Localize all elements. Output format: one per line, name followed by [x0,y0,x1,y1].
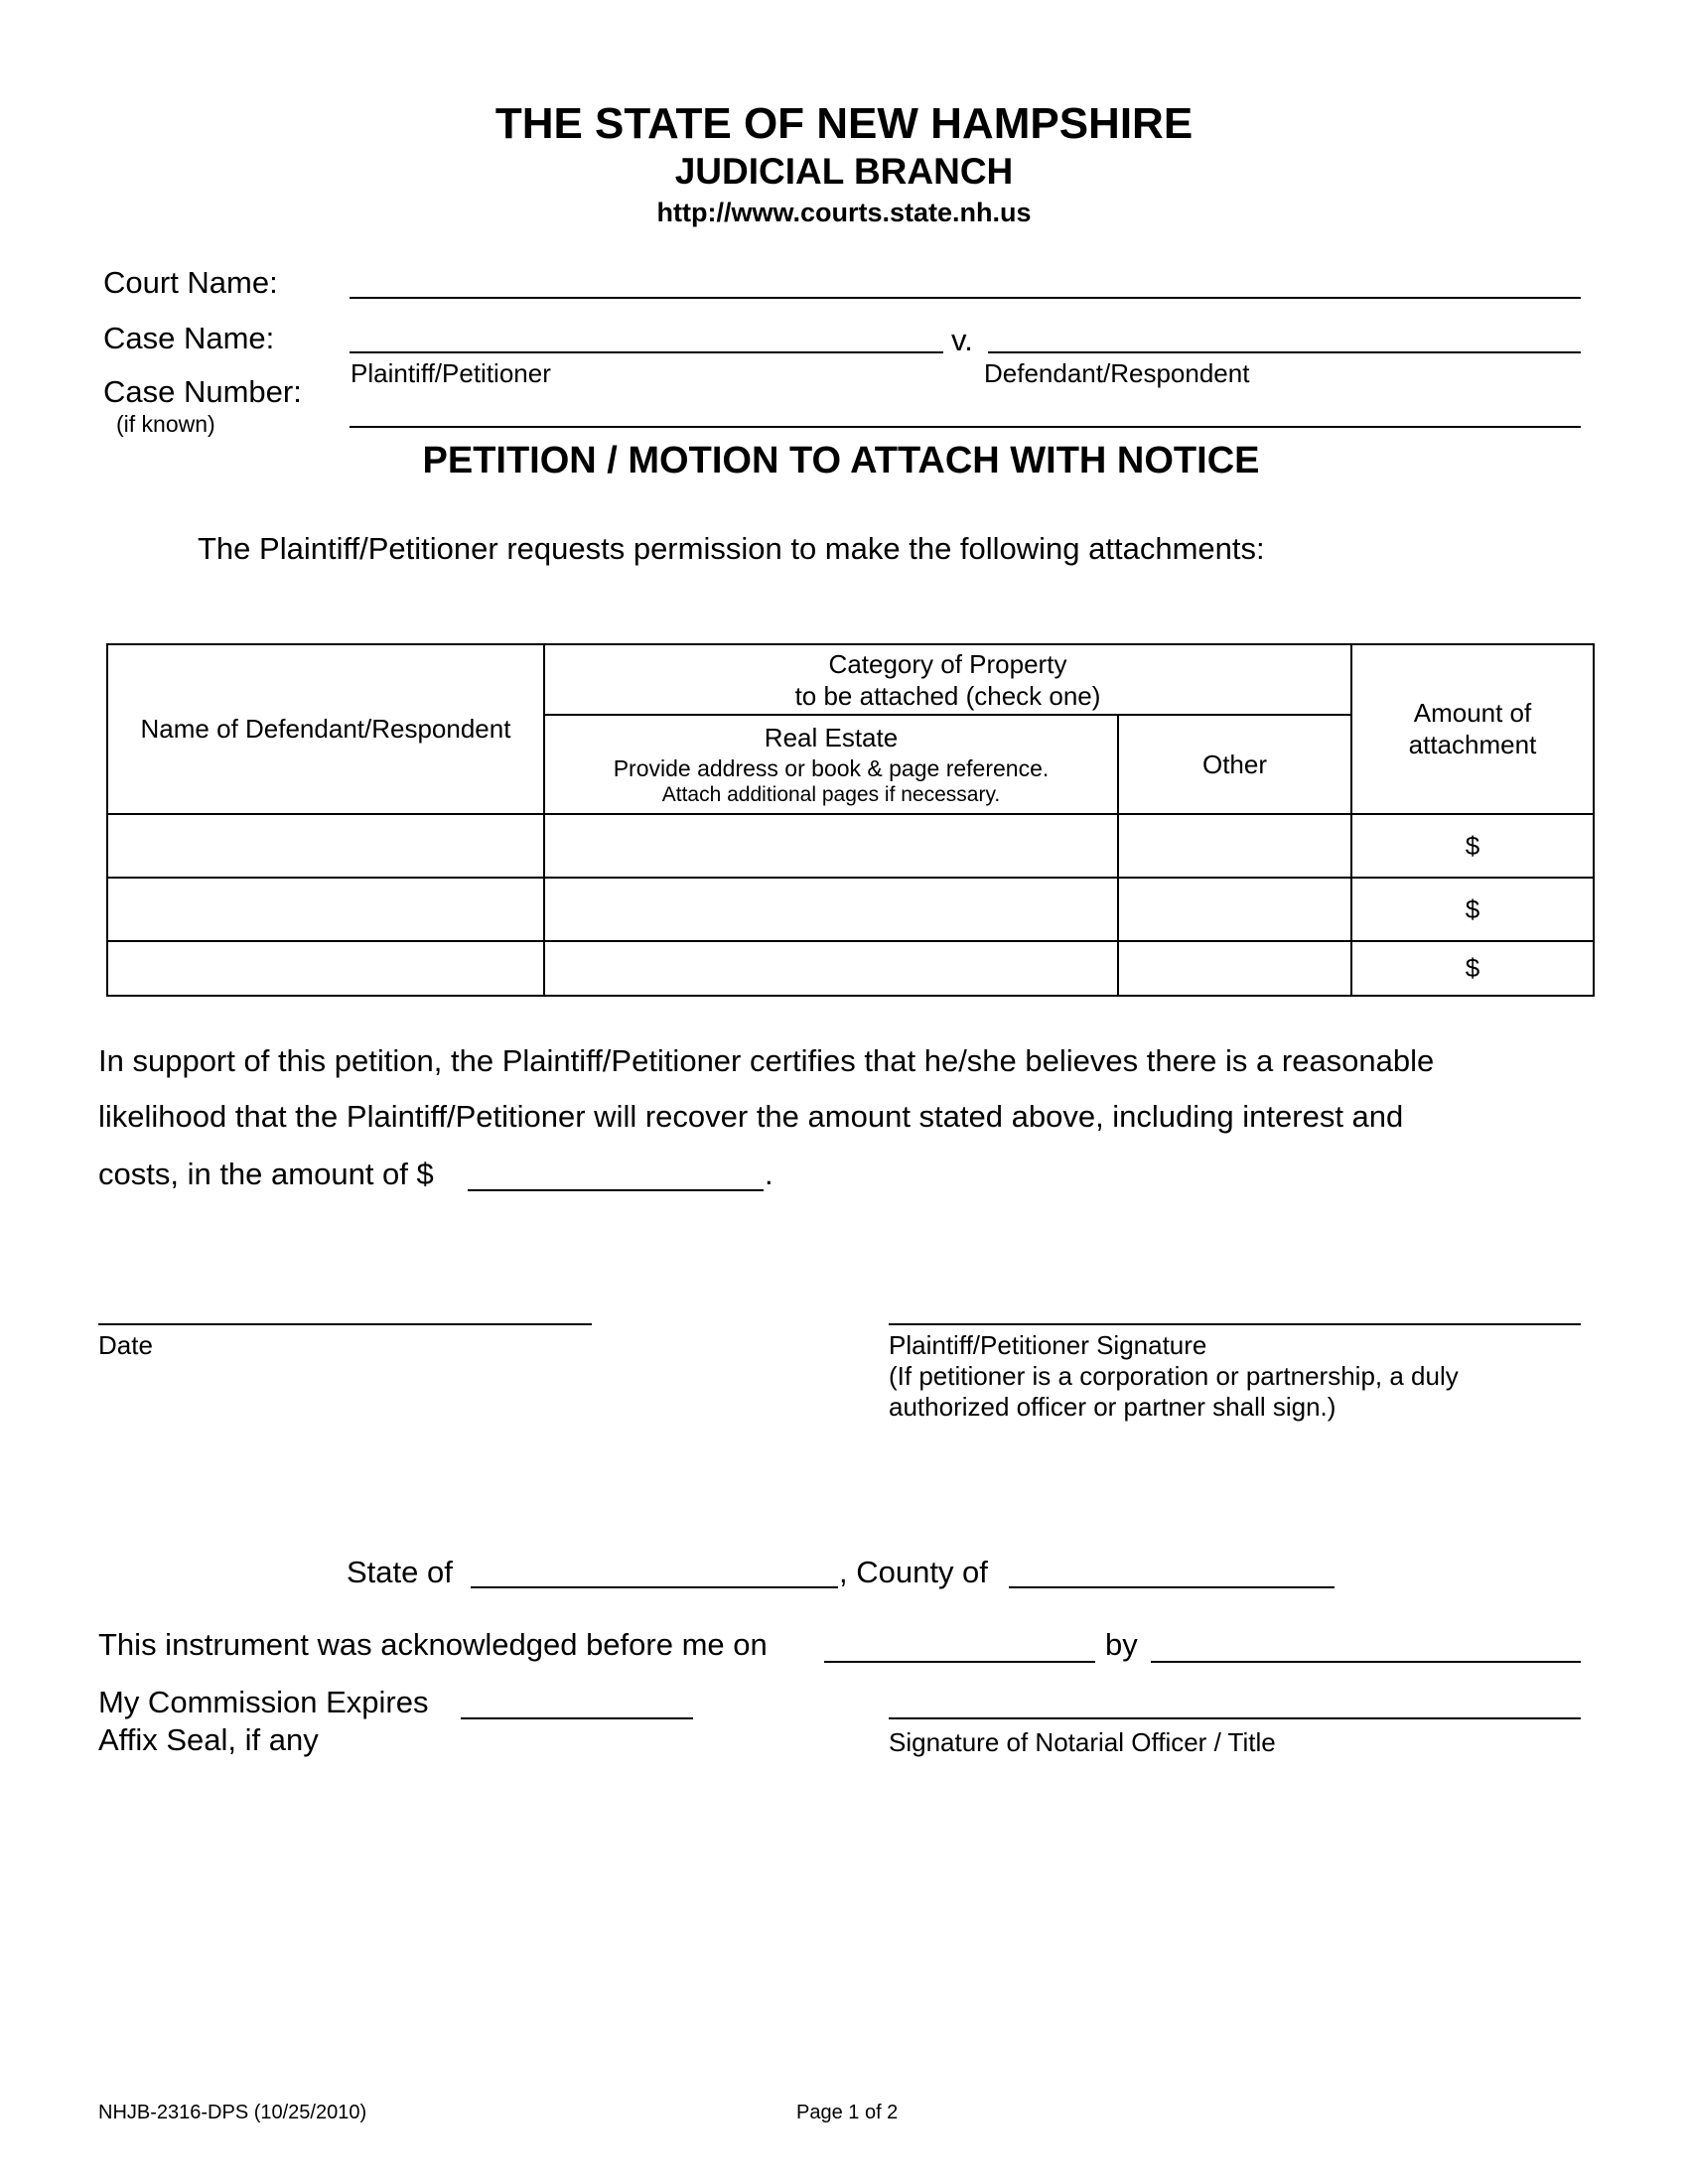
recovery-amount-field[interactable] [468,1189,764,1191]
date-field[interactable] [98,1323,592,1325]
form-id: NHJB-2316-DPS (10/25/2010) [98,2102,367,2123]
petitioner-signature-label: Plaintiff/Petitioner Signature [889,1330,1207,1360]
county-of-label: , County of [839,1555,988,1589]
acknowledged-date-field[interactable] [824,1661,1095,1663]
col-header-defendant: Name of Defendant/Respondent [107,644,544,814]
case-number-label: Case Number: [103,374,302,409]
commission-expires-label: My Commission Expires [98,1685,429,1719]
defendant-name-field[interactable] [988,351,1581,353]
defendant-cell[interactable] [107,941,544,996]
notary-signature-field[interactable] [889,1717,1581,1719]
col-header-amount: Amount of attachment [1351,644,1594,814]
table-row [107,941,1594,996]
real-estate-cell[interactable] [544,941,1118,996]
table-row [107,814,1594,878]
intro-text: The Plaintiff/Petitioner requests permission to make the following attachments: [198,531,1265,566]
table-row [107,878,1594,940]
col-header-real-estate: Real Estate Provide address or book & page reference. Attach additional pages if necessary. [544,715,1118,814]
defendant-cell[interactable] [107,814,544,878]
state-of-label: State of [347,1555,453,1589]
certification-line3-prefix: costs, in the amount of $ [98,1157,434,1191]
affix-seal-label: Affix Seal, if any [98,1722,319,1757]
col-header-other: Other [1118,715,1351,814]
petitioner-signature-note2: authorized officer or partner shall sign.) [889,1392,1336,1422]
court-name-label: Court Name: [103,265,278,300]
real-estate-cell[interactable] [544,878,1118,940]
form-title: PETITION / MOTION TO ATTACH WITH NOTICE [422,440,1260,481]
acknowledged-by-field[interactable] [1151,1661,1581,1663]
amount-cell[interactable]: $ [1351,878,1594,940]
case-number-note: (if known) [116,411,215,437]
certification-line2: likelihood that the Plaintiff/Petitioner will recover the amount stated above, including interest and [98,1099,1404,1134]
plaintiff-caption: Plaintiff/Petitioner [351,358,551,388]
amount-cell[interactable]: $ [1351,814,1594,878]
attachments-table [106,643,1595,997]
header-url[interactable]: http://www.courts.state.nh.us [656,198,1032,227]
col-header-category: Category of Property to be attached (check one) [544,644,1351,715]
defendant-cell[interactable] [107,878,544,940]
plaintiff-name-field[interactable] [350,351,943,353]
amount-cell[interactable]: $ [1351,941,1594,996]
petitioner-signature-note1: (If petitioner is a corporation or partnership, a duly [889,1361,1459,1391]
date-label: Date [98,1330,153,1360]
case-name-label: Case Name: [103,321,275,355]
other-cell[interactable] [1118,941,1351,996]
notary-signature-label: Signature of Notarial Officer / Title [889,1727,1276,1757]
commission-expires-field[interactable] [461,1717,693,1719]
header-branch: JUDICIAL BRANCH [674,151,1014,192]
county-field[interactable] [1009,1586,1335,1588]
by-label: by [1105,1627,1138,1662]
real-estate-cell[interactable] [544,814,1118,878]
other-cell[interactable] [1118,814,1351,878]
certification-line1: In support of this petition, the Plaintiff/Petitioner certifies that he/she believes there is a reasonable [98,1043,1435,1078]
defendant-caption: Defendant/Respondent [984,358,1250,388]
case-number-field[interactable] [350,426,1581,428]
certification-line3-suffix: . [765,1157,774,1191]
state-field[interactable] [471,1586,838,1588]
page-number: Page 1 of 2 [796,2102,899,2123]
other-cell[interactable] [1118,878,1351,940]
versus-text: v. [951,323,973,357]
acknowledged-text: This instrument was acknowledged before me on [98,1627,768,1662]
court-name-field[interactable] [350,297,1581,299]
petitioner-signature-field[interactable] [889,1323,1581,1325]
header-state: THE STATE OF NEW HAMPSHIRE [494,99,1194,148]
